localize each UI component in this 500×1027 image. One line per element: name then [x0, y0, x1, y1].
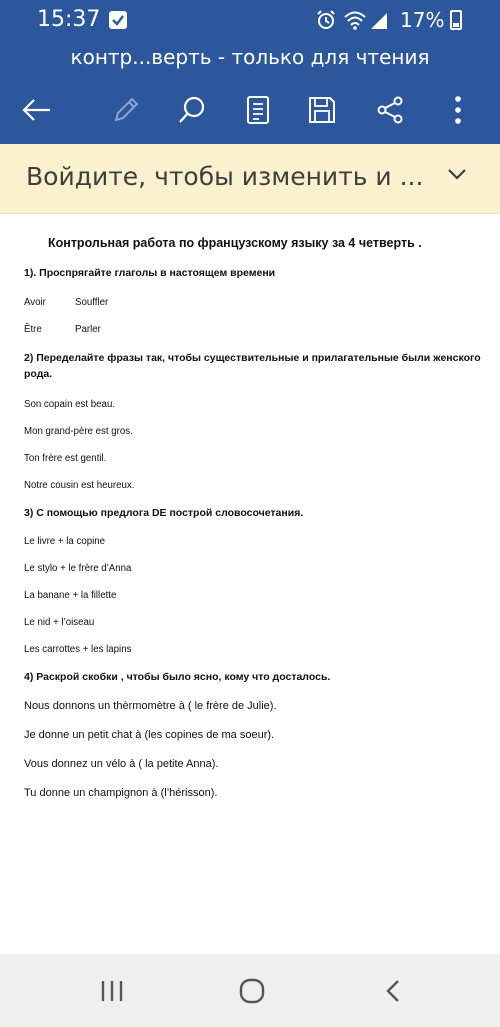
- task3-item: La banane + la fillette: [24, 590, 117, 601]
- task2-item: Notre cousin est heureux.: [24, 480, 135, 491]
- task3-item: Le livre + la copine: [24, 536, 106, 547]
- app-header: [0, 40, 500, 144]
- search-icon[interactable]: [170, 88, 214, 132]
- chevron-down-icon[interactable]: [446, 167, 468, 181]
- back-arrow-icon[interactable]: [14, 88, 58, 132]
- more-options-icon[interactable]: [436, 88, 480, 132]
- status-bar: [0, 0, 500, 40]
- task4-item: Nous donnons un thèrmomètre à ( le frère de Julie).: [24, 700, 277, 712]
- task4-item: Tu donne un champignon à (l’hérisson).: [24, 787, 218, 799]
- android-nav-bar: [0, 954, 500, 1027]
- wifi-icon: [343, 9, 367, 31]
- back-icon[interactable]: [373, 972, 413, 1010]
- checkbox-notification-icon: [109, 11, 127, 29]
- recent-apps-icon[interactable]: [92, 972, 132, 1010]
- signal-icon: [369, 9, 389, 31]
- verb-etre: Être: [24, 324, 42, 335]
- pencil-icon[interactable]: [104, 88, 148, 132]
- document-page: [0, 214, 500, 954]
- sign-in-banner[interactable]: [0, 144, 500, 214]
- home-icon[interactable]: [232, 972, 272, 1010]
- task1-header: 1). Проспрягайте глаголы в настоящем времени: [24, 267, 276, 279]
- battery-percent: 17%: [400, 8, 445, 32]
- reading-view-icon[interactable]: [236, 88, 280, 132]
- document-heading: Контрольная работа по французскому языку за 4 четверть .: [48, 236, 422, 250]
- task2-item: Mon grand-père est gros.: [24, 426, 133, 437]
- task2-item: Ton frère est gentil.: [24, 453, 107, 464]
- task4-item: Vous donnez un vélo à ( la petite Anna).: [24, 758, 219, 770]
- verb-avoir: Avoir: [24, 297, 46, 308]
- task3-item: Les carrottes + les lapins: [24, 644, 132, 655]
- alarm-icon: [315, 9, 337, 31]
- task3-header: 3) С помощью предлога DE построй словосочетания.: [24, 507, 304, 519]
- task3-item: Le nid + l’oiseau: [24, 617, 95, 628]
- task4-item: Je donne un petit chat à (les copines de ma soeur).: [24, 729, 275, 741]
- sign-in-text: Войдите, чтобы изменить и ...: [26, 162, 424, 191]
- toolbar: [0, 88, 500, 132]
- document-title: контр...верть - только для чтения: [70, 45, 430, 69]
- task3-item: Le stylo + le frère d’Anna: [24, 563, 132, 574]
- task2-header: 2) Переделайте фразы так, чтобы существительные и прилагательные были женского рода.: [24, 352, 481, 380]
- battery-icon: [450, 10, 462, 30]
- status-time: 15:37: [37, 7, 101, 32]
- task4-header: 4) Раскрой скобки , чтобы было ясно, кому что досталось.: [24, 671, 331, 683]
- share-icon[interactable]: [368, 88, 412, 132]
- task2-item: Son copain est beau.: [24, 399, 116, 410]
- save-icon[interactable]: [300, 88, 344, 132]
- verb-parler: Parler: [75, 324, 101, 335]
- verb-souffler: Souffler: [75, 297, 109, 308]
